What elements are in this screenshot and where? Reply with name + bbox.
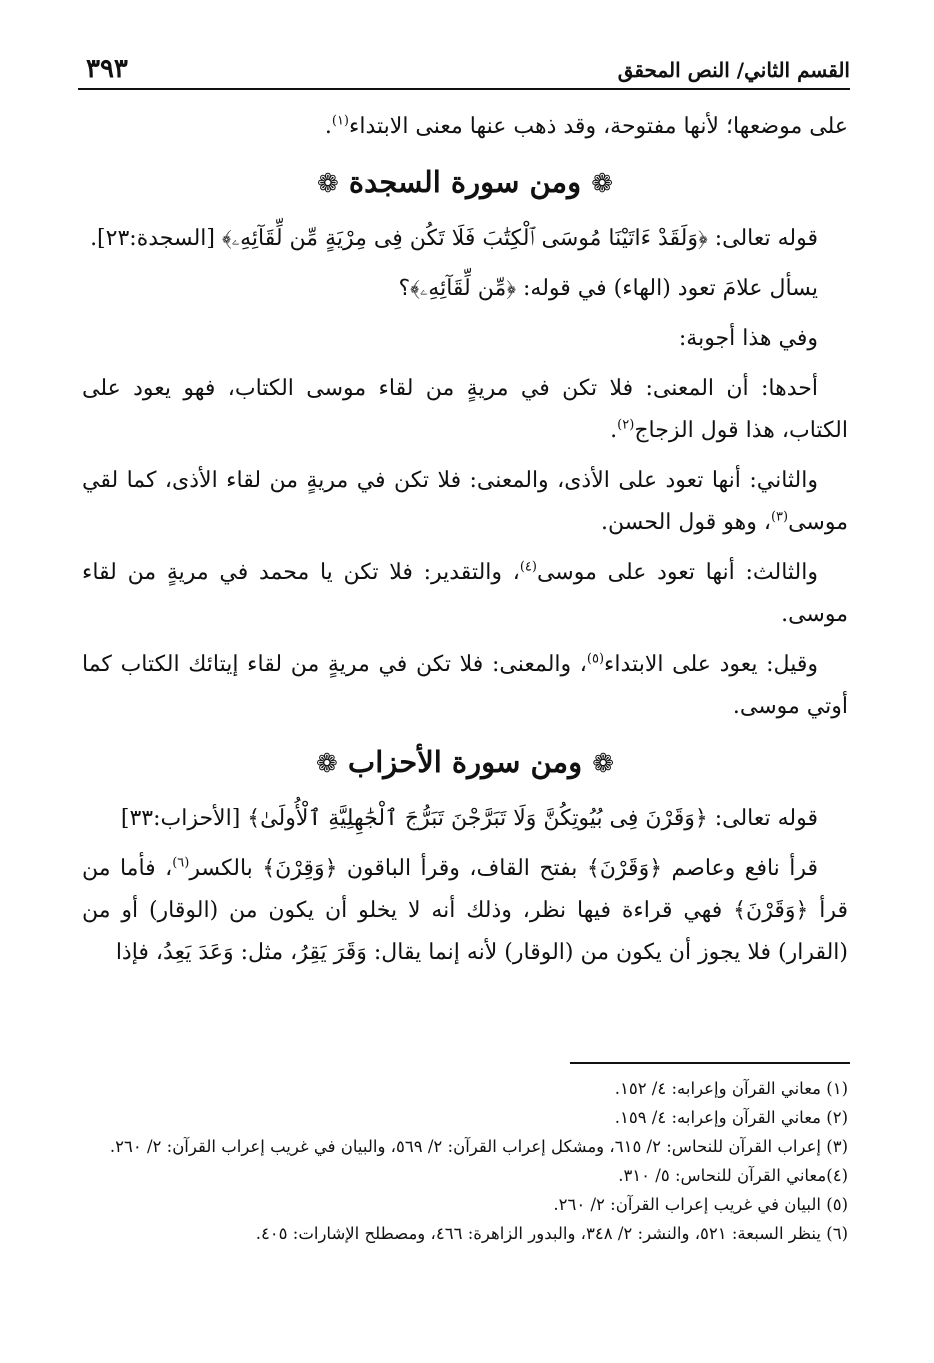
ornament-icon: ❁ [316, 749, 338, 779]
footnote-ref-3[interactable]: (٣) [770, 509, 789, 525]
paragraph-fourth-answer: وقيل: يعود على الابتداء$^{(٥)}$، والمعنى: فلا تكن في مريةٍ من لقاء إيتائك الكتاب كما أوتي موسى. [82, 651, 848, 719]
footnote-ref-2[interactable]: (٢) [617, 417, 635, 433]
paragraph-sajda-verse: قوله تعالى: ﴿وَلَقَدْ ءَاتَيْنَا مُوسَى ٱلْكِتَٰبَ فَلَا تَكُن فِى مِرْيَةٍ مِّن لِّقَآئِهِۦ﴾ [السجدة:٢٣]. [90, 226, 818, 251]
section-title: القسم الثاني/ النص المحقق [617, 58, 850, 82]
ornament-icon: ❁ [592, 749, 614, 779]
footnote-ref-5[interactable]: (٥) [586, 651, 605, 667]
running-header [78, 48, 850, 90]
paragraph-question: يسأل علامَ تعود (الهاء) في قوله: ﴿مِّن لِّقَآئِهِۦ﴾؟ [398, 276, 818, 301]
paragraph-first-answer: أحدها: أن المعنى: فلا تكن في مريةٍ من لقاء موسى الكتاب، فهو يعود على الكتاب، هذا قول الزجاج$^{(٢)}$. [82, 376, 848, 443]
footnote-divider [570, 1062, 850, 1064]
paragraph-ahzab-verse: قوله تعالى: ﴿وَقَرْنَ فِى بُيُوتِكُنَّ وَلَا تَبَرَّجْنَ تَبَرُّجَ ٱلْجَٰهِلِيَّةِ ٱلْأُولَىٰ﴾ [الأحزاب:٣٣] [120, 806, 818, 831]
ornament-icon: ❁ [591, 169, 613, 199]
footnote-item: (٦) ينظر السبعة: ٥٢١، والنشر: ٢/ ٣٤٨، والبدور الزاهرة: ٤٦٦، ومصطلح الإشارات: ٤٠٥. [255, 1224, 848, 1243]
heading-text: ومن سورة الأحزاب [347, 745, 583, 779]
paragraph-answers-intro: وفي هذا أجوبة: [678, 326, 818, 351]
paragraph-third-answer: والثالث: أنها تعود على موسى$^{(٤)}$، والتقدير: فلا تكن يا محمد في مريةٍ من لقاء موسى. [82, 559, 848, 627]
footnote-ref-1[interactable]: (١) [331, 113, 349, 129]
paragraph-second-answer: والثاني: أنها تعود على الأذى، والمعنى: فلا تكن في مريةٍ من لقاء الأذى، كما لقي موسى$^{(٣)}$، وهو قول الحسن. [82, 468, 848, 535]
footnote-ref-4[interactable]: (٤) [519, 559, 537, 575]
footnote-item: (٥) البيان في غريب إعراب القرآن: ٢/ ٢٦٠. [553, 1195, 848, 1214]
footnotes [82, 1074, 848, 1248]
footnote-item: (٤)معاني القرآن للنحاس: ٥/ ٣١٠. [618, 1166, 848, 1185]
main-text [82, 106, 848, 982]
heading-text: ومن سورة السجدة [348, 165, 582, 199]
footnote-item: (١) معاني القرآن وإعرابه: ٤/ ١٥٢. [614, 1079, 848, 1098]
page-number: ٣٩٣ [86, 54, 128, 84]
paragraph-readings: قرأ نافع وعاصم ﴿وَقَرْنَ﴾ بفتح القاف، وقرأ الباقون ﴿وَقِرْنَ﴾ بالكسر$^{(٦)}$، فأما من قرأ ﴿وَقَرْنَ﴾ فهي قراءة فيها نظر، وذلك أنه لا يخلو أن يكون من (الوقار) أو من (القرار) فلا يجوز أن يكون من (الوقار) لأنه إنما يقال: وَقَرَ يَقِرُ، مثل: وَعَدَ يَعِدُ، فإذا [82, 855, 848, 965]
paragraph-intro: على موضعها؛ لأنها مفتوحة، وقد ذهب عنها معنى الابتداء$^{(١)}$. [324, 113, 848, 139]
footnote-item: (٣) إعراب القرآن للنحاس: ٢/ ٦١٥، ومشكل إعراب القرآن: ٢/ ٥٦٩، والبيان في غريب إعراب القرآن: ٢/ ٢٦٠. [109, 1137, 848, 1156]
ornament-icon: ❁ [317, 169, 339, 199]
surah-heading-ahzab [82, 736, 848, 790]
footnote-ref-6[interactable]: (٦) [172, 855, 190, 871]
surah-heading-sajda [82, 156, 848, 210]
footnote-item: (٢) معاني القرآن وإعرابه: ٤/ ١٥٩. [614, 1108, 848, 1127]
